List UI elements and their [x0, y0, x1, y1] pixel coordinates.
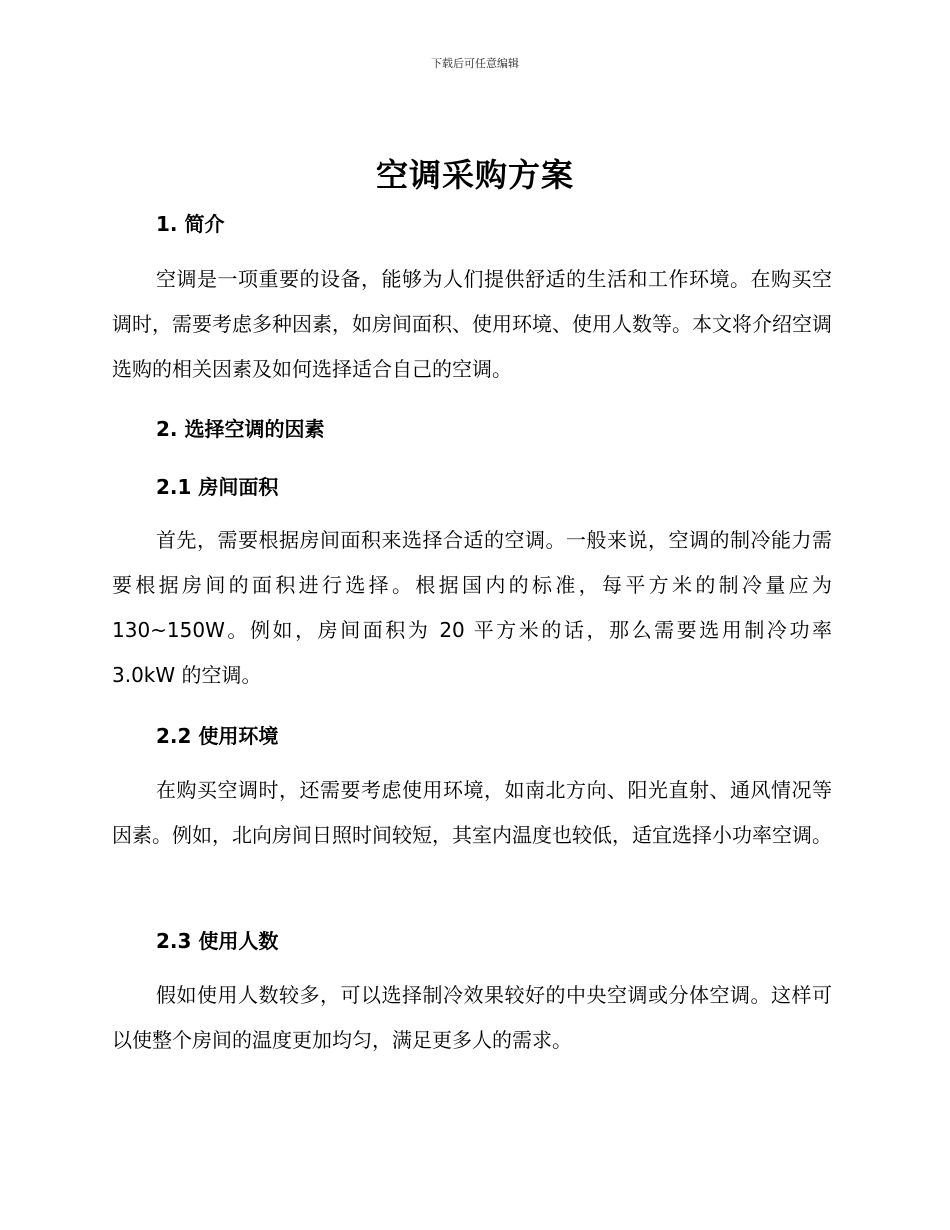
document-title: 空调采购方案: [375, 156, 574, 194]
heading-introduction: 1. 简介: [156, 212, 225, 236]
paragraph-introduction: 空调是一项重要的设备，能够为人们提供舒适的生活和工作环境。在购买空调时，需要考虑多种因素，如房间面积、使用环境、使用人数等。本文将介绍空调选购的相关因素及如何选择适合自己的空调。: [112, 267, 832, 381]
header-note: 下载后可任意编辑: [431, 57, 519, 70]
heading-occupants: 2.3 使用人数: [156, 929, 279, 953]
heading-environment: 2.2 使用环境: [156, 724, 279, 748]
heading-room-area: 2.1 房间面积: [156, 475, 279, 499]
paragraph-occupants: 假如使用人数较多，可以选择制冷效果较好的中央空调或分体空调。这样可以使整个房间的温度更加均匀，满足更多人的需求。: [112, 983, 832, 1052]
paragraph-room-area: 首先，需要根据房间面积来选择合适的空调。一般来说，空调的制冷能力需要根据房间的面积进行选择。根据国内的标准，每平方米的制冷量应为130~150W。例如，房间面积为 20 平方米的话，那么需要选用制冷功率 3.0kW 的空调。: [112, 528, 832, 687]
heading-factors: 2. 选择空调的因素: [156, 417, 325, 441]
paragraph-environment: 在购买空调时，还需要考虑使用环境，如南北方向、阳光直射、通风情况等因素。例如，北向房间日照时间较短，其室内温度也较低，适宜选择小功率空调。: [112, 778, 832, 847]
